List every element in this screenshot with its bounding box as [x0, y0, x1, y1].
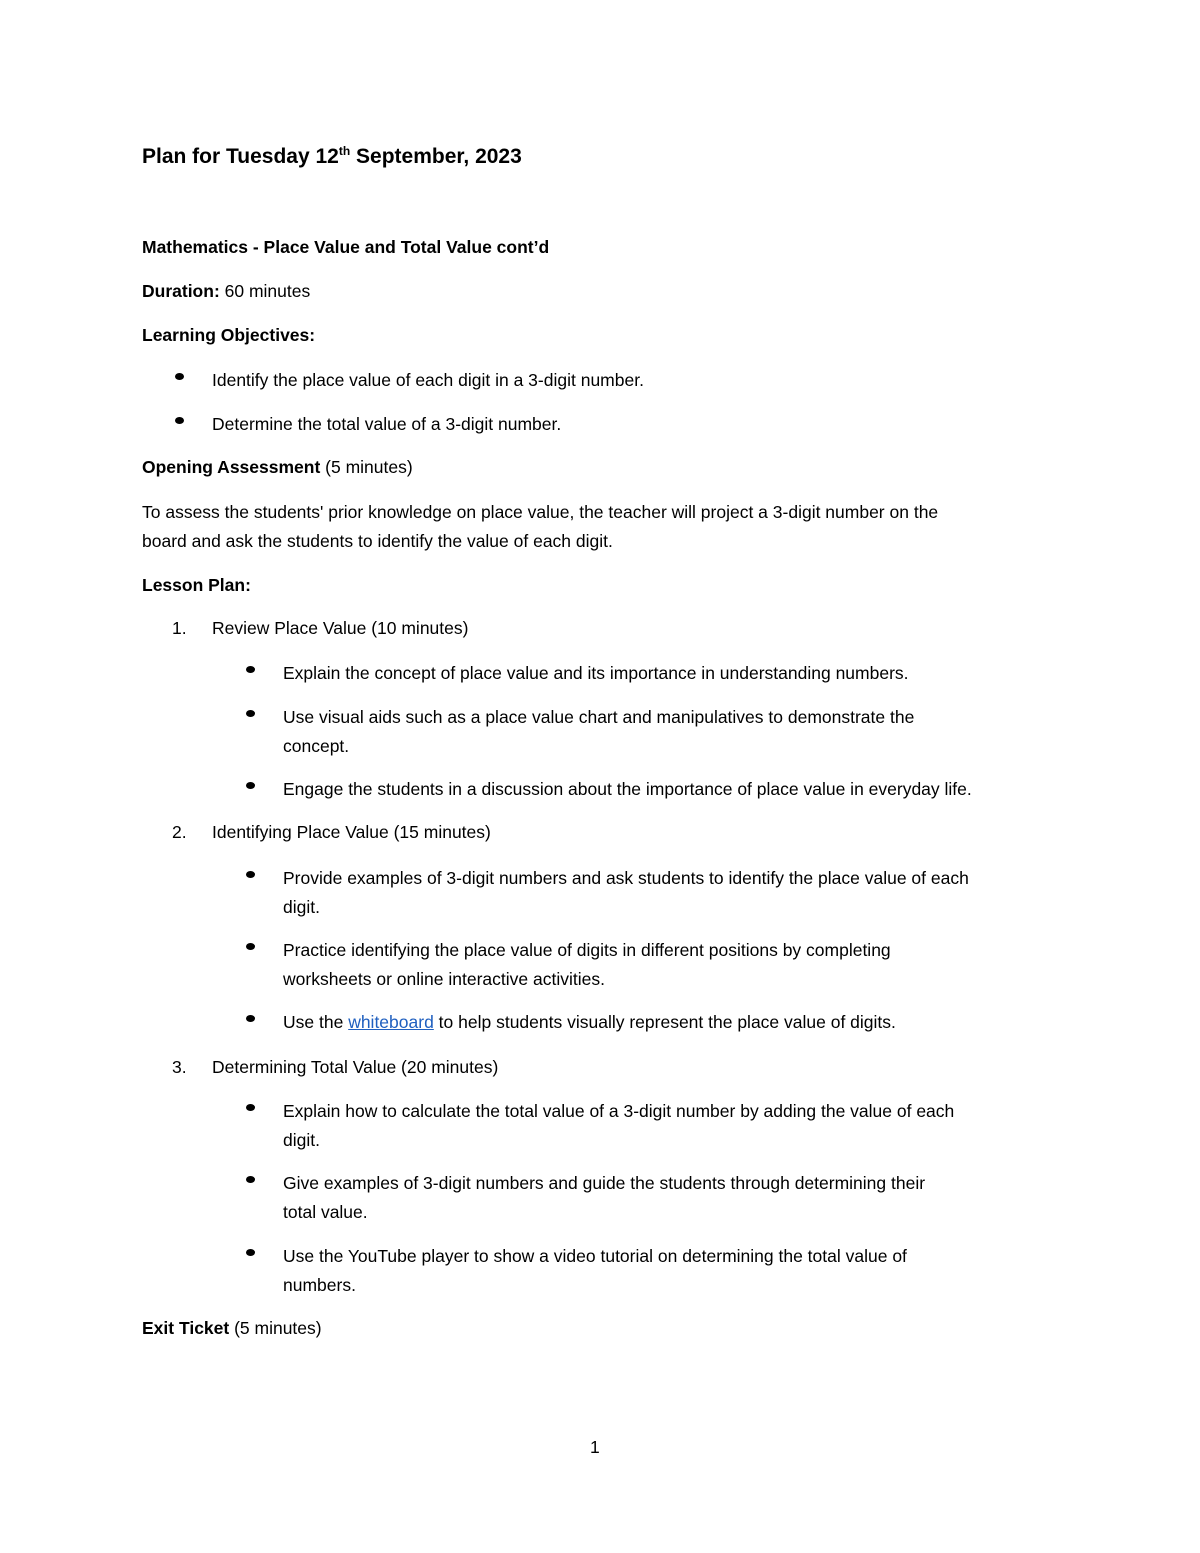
step-title: Identifying Place Value (15 minutes)	[212, 822, 491, 842]
bullet-icon	[246, 871, 255, 878]
step-bullet-line: concept.	[283, 736, 350, 756]
step-bullet-line: Give examples of 3-digit numbers and guide the students through determining their	[283, 1173, 926, 1193]
exit-ticket-heading: Exit Ticket (5 minutes)	[142, 1318, 322, 1338]
bullet-icon	[246, 943, 255, 950]
bullet-icon	[246, 666, 255, 673]
lesson-plan-heading: Lesson Plan:	[142, 575, 251, 595]
page-number: 1	[590, 1437, 600, 1457]
step-number: 1.	[172, 618, 187, 638]
opening-paragraph-line: To assess the students' prior knowledge on place value, the teacher will project a 3-digit number on the	[142, 502, 939, 522]
bullet-icon	[246, 782, 255, 789]
step-bullet-line: Engage the students in a discussion about the importance of place value in everyday life.	[283, 779, 972, 799]
step-bullet-line: digit.	[283, 1130, 320, 1150]
objectives-heading: Learning Objectives:	[142, 325, 316, 345]
step-bullet-line: Use the whiteboard to help students visually represent the place value of digits.	[283, 1012, 896, 1032]
subject-heading: Mathematics - Place Value and Total Value cont’d	[142, 237, 550, 257]
step-bullet-line: Provide examples of 3-digit numbers and ask students to identify the place value of each	[283, 868, 969, 888]
step-bullet-line: digit.	[283, 897, 320, 917]
step-title: Review Place Value (10 minutes)	[212, 618, 469, 638]
bullet-icon	[246, 1176, 255, 1183]
step-bullet-line: Explain the concept of place value and its importance in understanding numbers.	[283, 663, 909, 683]
step-number: 2.	[172, 822, 187, 842]
bullet-icon	[246, 710, 255, 717]
bullet-icon	[175, 373, 184, 380]
step-bullet-line: total value.	[283, 1202, 368, 1222]
step-bullet-line: Practice identifying the place value of digits in different positions by completing	[283, 940, 891, 960]
step-bullet-line: Use the YouTube player to show a video tutorial on determining the total value of	[283, 1246, 907, 1266]
bullet-icon	[246, 1249, 255, 1256]
step-title: Determining Total Value (20 minutes)	[212, 1057, 499, 1077]
step-number: 3.	[172, 1057, 187, 1077]
bullet-icon	[246, 1104, 255, 1111]
page-title: Plan for Tuesday 12th September, 2023	[142, 144, 522, 168]
step-bullet-line: numbers.	[283, 1275, 356, 1295]
objective-item: Determine the total value of a 3-digit number.	[212, 414, 562, 434]
opening-heading: Opening Assessment (5 minutes)	[142, 457, 413, 477]
step-bullet-line: worksheets or online interactive activities.	[283, 969, 605, 989]
objective-item: Identify the place value of each digit in a 3-digit number.	[212, 370, 644, 390]
whiteboard-link[interactable]: whiteboard	[348, 1012, 434, 1032]
duration-line: Duration: 60 minutes	[142, 281, 311, 301]
opening-paragraph-line: board and ask the students to identify the value of each digit.	[142, 531, 613, 551]
step-bullet-line: Use visual aids such as a place value chart and manipulatives to demonstrate the	[283, 707, 915, 727]
bullet-icon	[246, 1015, 255, 1022]
bullet-icon	[175, 417, 184, 424]
step-bullet-line: Explain how to calculate the total value of a 3-digit number by adding the value of each	[283, 1101, 955, 1121]
